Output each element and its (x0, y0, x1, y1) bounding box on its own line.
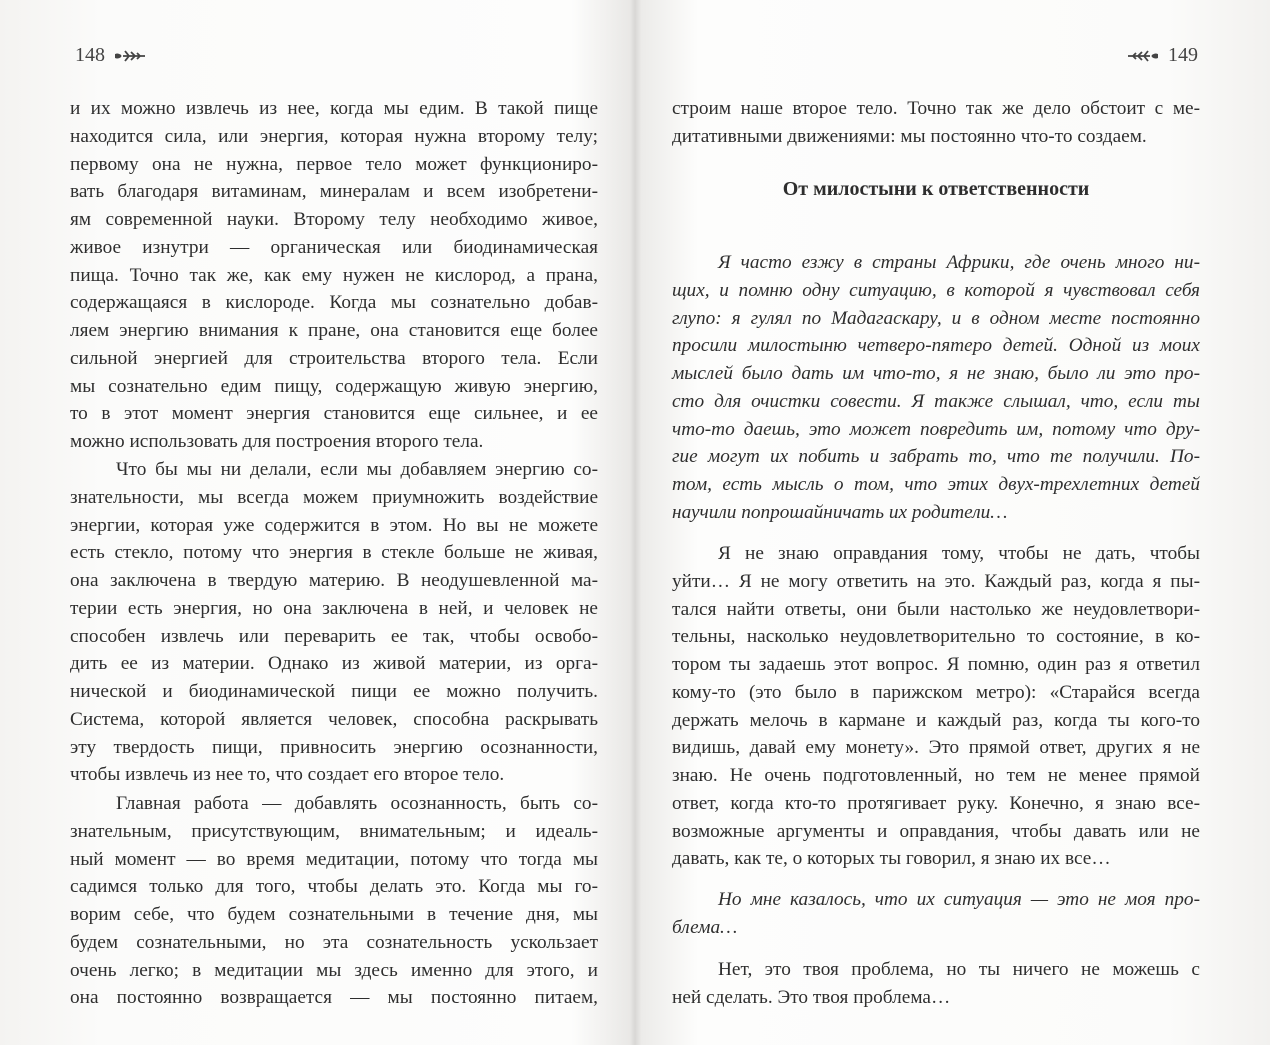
page-number: 148 (75, 44, 105, 66)
text-line: она постоянно возвращается — мы постоянно питаем, (70, 987, 598, 1009)
text-line: что-то даешь, это может повредить им, потому что дру- (672, 418, 1200, 440)
text-line: можно использовать для построения второго тела. (70, 431, 484, 452)
text-line: Я не знаю оправдания тому, чтобы не дать, чтобы (718, 543, 1200, 564)
text-line: тельны, насколько неудовлетворительно то состояние, в ко- (672, 626, 1200, 648)
right-page-number (1128, 44, 1198, 67)
text-line: уйти… Я не могу ответить на это. Каждый раз, когда я пы- (672, 570, 1200, 592)
text-line: вать благодаря витаминам, минералам и всем изобретени- (70, 181, 598, 203)
text-line: есть стекло, потому что энергия в стекле больше не живая, (70, 542, 598, 564)
text-line: Я часто езжу в страны Африки, где очень много ни- (718, 252, 1200, 273)
text-line: щих, и помню одну ситуацию, в которой я чувствовал себя (672, 279, 1200, 301)
text-line: гие могут их побить и забрать то, что те получили. По- (672, 446, 1200, 468)
text-line: давать, как те, о которых ты говорил, я знаю их все… (672, 848, 1111, 870)
page-number: 149 (1168, 44, 1198, 66)
text-line: знательным, присутствующим, внимательным; и идеаль- (70, 820, 598, 842)
text-line: Что бы мы ни делали, если мы добавляем энергию со- (116, 459, 598, 480)
text-line: садимся только для того, чтобы делать это. Когда мы го- (70, 876, 598, 898)
text-line: ней сделать. Это твоя проблема… (672, 986, 951, 1008)
text-line: ям современной науки. Второму телу необходимо живое, (70, 209, 598, 230)
text-line: научили попрошайничать их родители… (672, 501, 1008, 523)
text-line: сильной энергией для строительства второго тела. Если (70, 347, 598, 369)
text-line: блема… (672, 916, 738, 938)
text-line: ляем энергию внимания к пране, она становится еще более (70, 320, 598, 341)
text-line: чтобы извлечь из нее то, что создает его второе тело. (70, 764, 505, 786)
text-line: способен извлечь или переварить ее так, чтобы освобо- (70, 625, 598, 647)
text-line: эту твердость пищи, привносить энергию осознанности, (70, 736, 598, 758)
text-line: ответ, когда кто-то протягивает руку. Конечно, я знаю все- (672, 792, 1200, 814)
leaf-ornament-icon (115, 49, 145, 63)
text-line: и их можно извлечь из нее, когда мы едим. В такой пище (70, 98, 598, 119)
text-line: нической и биодинамической пищи ее можно получить. (70, 681, 598, 702)
text-line: первому она не нужна, первое тело может функциониро- (70, 153, 598, 175)
text-line: содержащаяся в кислороде. Когда мы сознательно добав- (70, 292, 598, 314)
text-line: мы сознательно едим пищу, содержащую живую энергию, (70, 375, 598, 397)
text-line: энергии, которая уже содержится в этом. Но вы не можете (70, 514, 598, 536)
text-line: дитативными движениями: мы постоянно что-то создаем. (672, 125, 1147, 147)
text-line: очень легко; в медитации мы здесь именно для этого, и (70, 959, 598, 981)
text-line: Нет, это твоя проблема, но ты ничего не можешь с (718, 959, 1200, 980)
text-line: Главная работа — добавлять осознанность, быть со- (116, 793, 598, 814)
text-line: ный момент — во время медитации, потому что тогда мы (70, 848, 598, 870)
text-line: терии есть энергия, но она заключена в ней, и человек не (70, 597, 598, 619)
text-line: находится сила, или энергия, которая нужна второму телу; (70, 125, 598, 147)
text-line: видишь, давай ему монету». Это прямой ответ, других я не (672, 737, 1200, 759)
text-line: тался найти ответы, они были настолько же неудовлетвори- (672, 598, 1200, 620)
text-line: будем сознательными, но эта сознательность ускользает (70, 931, 598, 953)
text-line: просили милостыню четверо-пятеро детей. Одной из моих (672, 335, 1200, 357)
text-line: Но мне казалось, что их ситуация — это не моя про- (718, 889, 1200, 910)
text-line: ворим себе, что будем сознательными в течение дня, мы (70, 904, 598, 925)
text-line: дить ее из материи. Однако из живой материи, из орга- (70, 653, 598, 675)
text-line: пища. Точно так же, как ему нужен не кислород, а прана, (70, 264, 598, 286)
section-heading: От милостыни к ответственности (782, 178, 1090, 200)
text-line: сто для очистки совести. Я также слышал, что, если ты (672, 390, 1200, 412)
text-line: мыслей было дать им что-то, я не знаю, было ли это про- (672, 363, 1200, 384)
text-line: то в этот момент энергия становится еще сильнее, и ее (70, 403, 598, 425)
text-line: глупо: я гулял по Мадагаскару, и в одном месте постоянно (672, 307, 1200, 329)
left-page-number (75, 44, 145, 67)
text-line: том, есть мысль о том, что этих двух-трехлетних детей (672, 474, 1200, 495)
text-line: держать мелочь в кармане и каждый раз, когда ты кого-то (672, 709, 1200, 731)
text-line: она заключена в твердую материю. В неодушевленной ма- (70, 570, 598, 591)
text-line: возможные аргументы и оправдания, чтобы давать или не (672, 820, 1200, 842)
text-line: знательности, мы всегда можем приумножить воздействие (70, 486, 598, 508)
text-line: кому-то (это было в парижском метро): «Старайся всегда (672, 681, 1200, 703)
text-line: живое изнутри — органическая или биодинамическая (70, 236, 598, 258)
text-line: знаю. Не очень подготовленный, но тем не менее прямой (672, 765, 1200, 786)
text-line: Система, которой является человек, способна раскрывать (70, 708, 598, 730)
text-line: тором ты задаешь этот вопрос. Я помню, один раз я ответил (672, 654, 1200, 675)
text-line: строим наше второе тело. Точно так же дело обстоит с ме- (672, 98, 1200, 119)
leaf-ornament-icon (1128, 49, 1158, 63)
